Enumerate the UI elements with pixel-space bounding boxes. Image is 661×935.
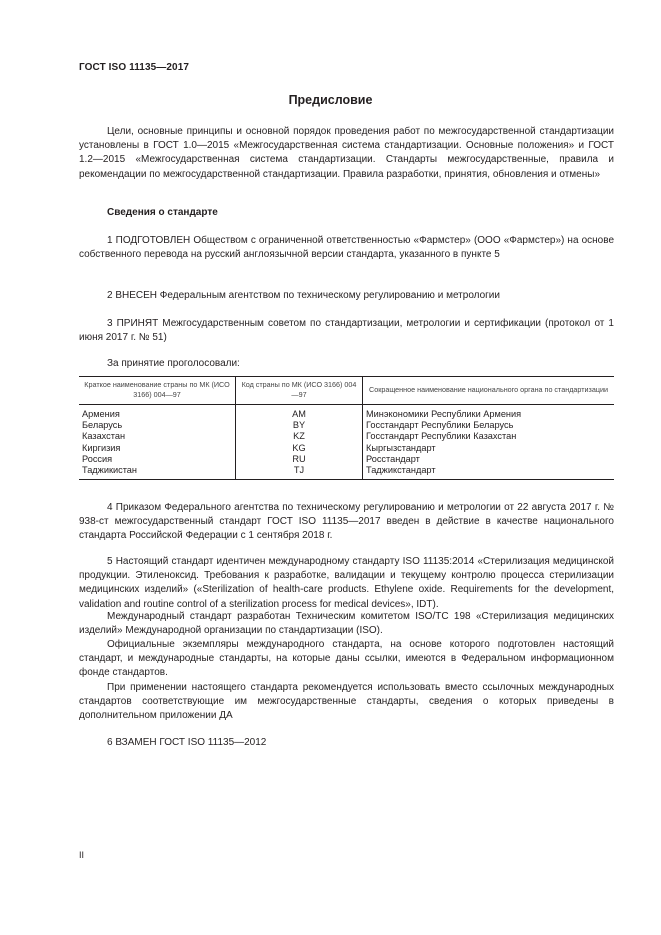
table-row: [79, 405, 614, 421]
voting-table: [79, 376, 614, 480]
voted-label: За принятие проголосовали:: [107, 358, 240, 369]
body-cell: Кыргызстандарт: [366, 442, 436, 453]
country-cell: Армения: [79, 405, 236, 421]
code-cell: BY: [236, 420, 363, 431]
column-header: Код страны по МК (ИСО 3166) 004—97: [236, 377, 363, 405]
item-4-paragraph: 4 Приказом Федерального агентства по техническому регулированию и метрологии от 22 августа 2017 г. № 938-ст межгосударственный стандарт ГОСТ ISO 11135—2017 введен в действие в качестве национального стандарта Российской Федерации с 1 сентября 2018 г.: [79, 502, 614, 542]
body-cell: Минэкономики Республики Армения: [366, 409, 522, 419]
item-5-application-paragraph: При применении настоящего стандарта рекомендуется использовать вместо ссылочных международных стандартов соответствующие им межгосударственные стандарты, сведения о которых приведены в дополнительном приложении ДА: [79, 682, 614, 722]
item-3-paragraph: 3 ПРИНЯТ Межгосударственным советом по стандартизации, метрологии и сертификации (протокол от 1 июня 2017 г. № 51): [79, 318, 614, 344]
page-title: Предисловие: [288, 93, 373, 107]
intro-paragraph: Цели, основные принципы и основной порядок проведения работ по межгосударственной стандартизации установлены в ГОСТ 1.0—2015 «Межгосударственная система стандартизации. Основные положения» и ГОСТ 1.2—2015 «Межгосударственная система стандартизации. Стандарты межгосударственные, правила и рекомендации по межгосударственной стандартизации. Правила разработки, принятия, обновления и отмены»: [79, 126, 614, 180]
table-row: [79, 420, 614, 431]
column-header: Краткое наименование страны по МК (ИСО 3166) 004—97: [79, 377, 236, 405]
item-5-paragraph: 5 Настоящий стандарт идентичен международному стандарту ISO 11135:2014 «Стерилизация медицинской продукции. Этиленоксид. Требования к разработке, валидации и текущему контролю процесса стерилизации медицинских изделий» («Sterilization of health-care products. Ethylene oxide. Requirements for the development, validation and routine control of a sterilization process for medical devices», IDT).: [79, 556, 614, 610]
country-cell: Таджикистан: [79, 465, 236, 480]
page-number: II: [79, 850, 85, 860]
country-cell: Киргизия: [79, 443, 236, 454]
item-2-paragraph: 2 ВНЕСЕН Федеральным агентством по техническому регулированию и метрологии: [107, 290, 500, 301]
item-6-paragraph: 6 ВЗАМЕН ГОСТ ISO 11135—2012: [107, 737, 267, 748]
country-cell: Россия: [79, 454, 236, 465]
body-cell: Госстандарт Республики Беларусь: [366, 420, 514, 431]
info-heading: Сведения о стандарте: [107, 207, 218, 218]
item-5-copies-paragraph: Официальные экземпляры международного стандарта, на основе которого подготовлен настоящий стандарт, и международные стандарты, на которые даны ссылки, имеются в Федеральном информационном фонде стандартов.: [79, 639, 614, 679]
table-row: [79, 454, 614, 465]
table-row: [79, 465, 614, 480]
document-header: ГОСТ ISO 11135—2017: [79, 62, 190, 73]
country-cell: Казахстан: [79, 431, 236, 442]
code-cell: RU: [236, 454, 363, 465]
code-cell: KZ: [236, 431, 363, 442]
code-cell: TJ: [236, 465, 363, 480]
item-1-paragraph: 1 ПОДГОТОВЛЕН Обществом с ограниченной ответственностью «Фармстер» (ООО «Фармстер») на основе собственного перевода на русский англоязычной версии стандарта, указанного в пункте 5: [79, 235, 614, 261]
body-cell: Таджикстандарт: [366, 465, 436, 476]
table-header-row: [79, 377, 614, 405]
table-row: [79, 443, 614, 454]
code-cell: KG: [236, 443, 363, 454]
body-cell: Росстандарт: [366, 453, 420, 464]
country-cell: Беларусь: [79, 420, 236, 431]
item-5-committee-paragraph: Международный стандарт разработан Техническим комитетом ISO/TC 198 «Стерилизация медицинских изделий» Международной организации по стандартизации (ISO).: [79, 611, 614, 637]
column-header: Сокращенное наименование национального органа по стандартизации: [363, 377, 615, 405]
table-row: [79, 431, 614, 442]
body-cell: Госстандарт Республики Казахстан: [366, 431, 517, 442]
code-cell: AM: [236, 405, 363, 421]
